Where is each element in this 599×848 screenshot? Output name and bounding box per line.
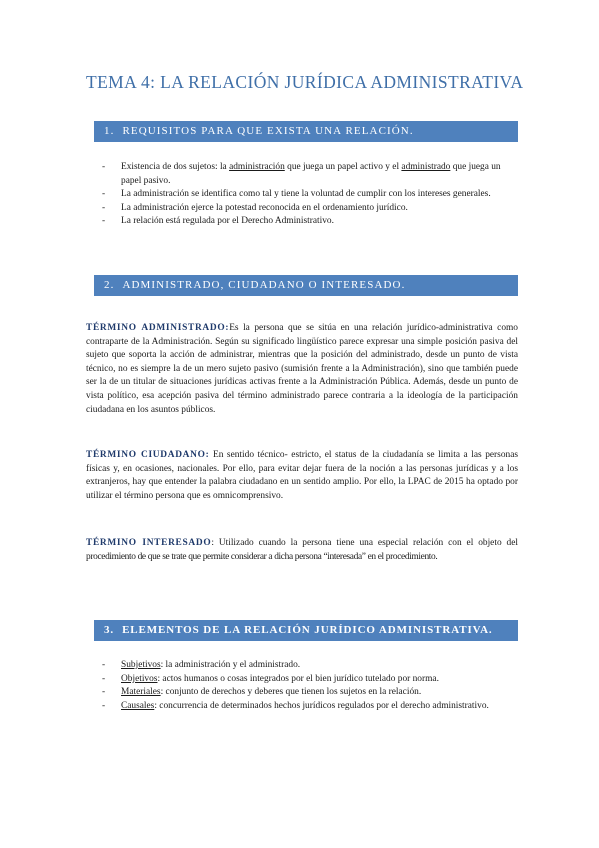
list-item-text: La administración se identifica como tal y tiene la voluntad de cumplir con los intereses generales.	[121, 189, 491, 200]
section-1-header	[94, 121, 518, 142]
list-item-text: : concurrencia de determinados hechos jurídicos regulados por el derecho administrativo.	[154, 700, 489, 711]
term-ciudadano-paragraph	[86, 449, 518, 503]
dash-bullet: -	[102, 700, 106, 711]
section-2-header	[94, 275, 518, 296]
page-title: TEMA 4: LA RELACIÓN JURÍDICA ADMINISTRATIVA	[86, 72, 524, 92]
element-label: Causales	[121, 700, 155, 711]
dash-bullet: -	[102, 216, 106, 227]
element-label: Objetivos	[121, 673, 158, 684]
list-item	[102, 673, 522, 687]
term-interesado-text-continued: procedimiento de que se trate que permite considerar a dicha persona “interesada” en el procedimiento.	[86, 551, 438, 562]
list-item	[102, 215, 522, 229]
term-administrado-label: TÉRMINO ADMINISTRADO:	[86, 323, 230, 333]
term-ciudadano-label: TÉRMINO CIUDADANO:	[86, 450, 210, 460]
dash-bullet: -	[102, 162, 106, 172]
list-item	[102, 659, 522, 673]
section-2-heading: ADMINISTRADO, CIUDADANO O INTERESADO.	[122, 279, 406, 291]
section-3-heading: ELEMENTOS DE LA RELACIÓN JURÍDICO ADMINISTRATIVA.	[122, 624, 493, 636]
list-item-text: Existencia de dos sujetos: la	[121, 162, 230, 172]
underlined-term: administrado	[401, 162, 451, 172]
dash-bullet: -	[102, 202, 106, 213]
list-item-text: que juega un papel pasivo.	[121, 162, 501, 186]
term-administrado-paragraph	[86, 322, 518, 417]
list-item-text: : actos humanos o cosas integrados por el bien jurídico tutelado por norma.	[157, 673, 439, 684]
term-administrado-text: Es la persona que se sitúa en una relación jurídico-administrativa como contraparte de la Administración. Según su significado lingüístico parece expresar una simple posición pasiva del sujeto que soporta la acción de administrar, mientras que la posición del administrado, desde un punto de vista técnico, no es siempre la de un mero sujeto pasivo (sumisión frente a la Administración), sino que también puede ser la de un titular de situaciones jurídicas activas frente a la Administración Pública. Además, desde un punto de vista político, esa acepción pasiva del término administrado parece contraria a la ideología de la participación ciudadana en los asuntos públicos.	[86, 323, 518, 415]
list-item	[102, 188, 522, 202]
section-3-number: 3.	[104, 624, 115, 636]
section-3-header	[94, 620, 518, 641]
section-2-number: 2.	[104, 279, 115, 291]
list-item-text: La relación está regulada por el Derecho Administrativo.	[121, 216, 334, 227]
term-interesado-paragraph	[86, 537, 518, 564]
dash-bullet: -	[102, 673, 106, 684]
list-item	[102, 700, 522, 714]
element-label: Materiales	[121, 687, 161, 698]
list-item	[102, 202, 522, 216]
list-item-text: La administración ejerce la potestad reconocida en el ordenamiento jurídico.	[121, 202, 408, 213]
term-interesado-label: TÉRMINO INTERESADO	[86, 538, 212, 548]
dash-bullet: -	[102, 660, 106, 670]
section-1-list	[102, 161, 522, 229]
element-label: Subjetivos	[121, 660, 161, 670]
dash-bullet: -	[102, 687, 106, 698]
section-3-list	[102, 659, 522, 713]
term-ciudadano-text: En sentido técnico- estricto, el status de la ciudadanía se limita a las personas físicas y, en ocasiones, nacionales. Por ello, para evitar dejar fuera de la noción a las personas jurídicas y a los extranjeros, hay que entender la palabra ciudadano en un sentido amplio. Por ello, la LPAC de 2015 ha optado por utilizar el término persona que es omnicomprensivo.	[86, 450, 518, 501]
section-1-number: 1.	[104, 125, 115, 137]
list-item	[102, 161, 522, 188]
list-item	[102, 686, 522, 700]
list-item-text: : conjunto de derechos y deberes que tienen los sujetos en la relación.	[160, 687, 422, 698]
dash-bullet: -	[102, 189, 106, 200]
list-item-text: : la administración y el administrado.	[160, 660, 301, 670]
list-item-text: que juega un papel activo y el	[284, 162, 402, 172]
underlined-term: administración	[229, 162, 285, 172]
section-1-heading: REQUISITOS PARA QUE EXISTA UNA RELACIÓN.	[122, 125, 414, 137]
term-interesado-text: : Utilizado cuando la persona tiene una especial relación con el objeto del	[211, 538, 518, 548]
